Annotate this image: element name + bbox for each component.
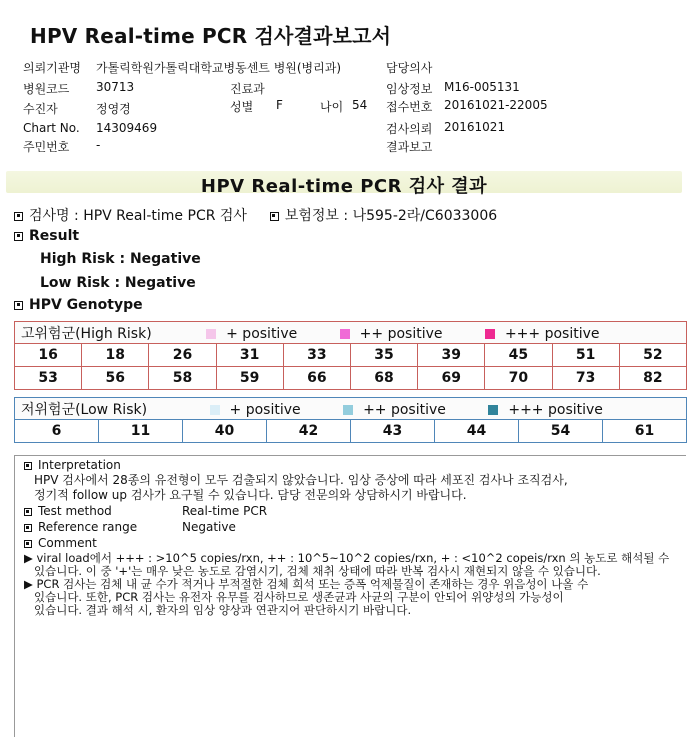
bullet-square-icon [24, 540, 32, 548]
reference-range-value: Negative [182, 520, 236, 534]
swatch-plus3-icon [485, 329, 495, 339]
genotype-cell: 54 [519, 420, 603, 443]
label-doctor: 담당의사 [386, 61, 433, 75]
reference-range-row [24, 520, 137, 535]
reference-range-label: Reference range [38, 520, 138, 534]
legend-low-plus [210, 402, 301, 418]
bullet-square-icon [270, 212, 279, 221]
high-risk-header [15, 322, 687, 344]
label-result-report: 결과보고 [386, 140, 433, 154]
genotype-heading-text: HPV Genotype [29, 297, 143, 313]
legend-plus2-label: ++ positive [359, 325, 443, 342]
genotype-cell: 26 [149, 344, 216, 367]
genotype-cell: 51 [552, 344, 619, 367]
value-requesting-institution: 가톨릭학원가톨릭대학교병동센트 병원(병리과) [96, 61, 342, 75]
test-info-line [14, 205, 497, 225]
comment-label: Comment [38, 536, 97, 550]
genotype-cell: 40 [183, 420, 267, 443]
legend-plus2 [340, 326, 443, 342]
label-chart-no: Chart No. [23, 121, 80, 135]
test-method-label: Test method [38, 504, 112, 518]
swatch-plus2-icon [340, 329, 350, 339]
high-risk-row-2 [15, 367, 687, 390]
genotype-cell: 58 [149, 367, 216, 390]
bullet-square-icon [14, 301, 23, 310]
report-title: HPV Real-time PCR 검사결과보고서 [30, 24, 392, 48]
label-patient: 수진자 [23, 102, 58, 116]
comment-1a: ▶ viral load에서 +++ : >10^5 copies/rxn, ++ : 10^5~10^2 copies/rxn, + : <10^2 copeis/rxn 의 농도로 해석될 수 [24, 551, 670, 565]
legend-low-plus3-label: +++ positive [508, 401, 603, 418]
test-method-row [24, 504, 112, 519]
swatch-low-plus3-icon [488, 405, 498, 415]
result-title: HPV Real-time PCR 검사 결과 [200, 176, 488, 197]
test-name: 검사명 : HPV Real-time PCR 검사 [29, 208, 247, 224]
label-resident-no: 주민번호 [23, 140, 70, 154]
value-patient: 정영경 [96, 102, 131, 116]
value-chart-no: 14309469 [96, 121, 158, 135]
comment-row [24, 536, 97, 551]
genotype-cell: 43 [351, 420, 435, 443]
interpretation-text-2: 정기적 follow up 검사가 요구될 수 있습니다. 담당 전문의와 상담하시기 바랍니다. [34, 488, 467, 502]
genotype-cell: 56 [82, 367, 149, 390]
interpretation-heading-text: Interpretation [38, 458, 121, 472]
genotype-cell: 68 [350, 367, 417, 390]
value-hospital-code: 30713 [96, 80, 135, 94]
legend-plus [206, 326, 297, 342]
label-sex: 성별 [230, 100, 254, 114]
genotype-cell: 52 [619, 344, 686, 367]
genotype-cell: 70 [485, 367, 552, 390]
legend-plus3-label: +++ positive [504, 325, 600, 342]
low-risk-table [14, 397, 687, 443]
low-risk-row [15, 420, 687, 443]
insurance-info: 보험정보 : 나595-2라/C6033006 [284, 208, 498, 224]
bullet-square-icon [24, 462, 32, 470]
value-clinical-info: M16-005131 [444, 80, 520, 94]
genotype-cell: 69 [418, 367, 485, 390]
legend-plus3 [485, 326, 600, 342]
genotype-cell: 61 [603, 420, 687, 443]
genotype-cell: 42 [267, 420, 351, 443]
genotype-cell: 59 [216, 367, 283, 390]
result-heading [14, 228, 79, 244]
label-requesting-institution: 의뢰기관명 [23, 61, 81, 75]
interpretation-text-1: HPV 검사에서 28종의 유전형이 모두 검출되지 않았습니다. 임상 증상에 따라 세포진 검사나 조직검사, [34, 473, 568, 487]
genotype-cell: 45 [485, 344, 552, 367]
label-request-date: 검사의뢰 [386, 122, 433, 136]
label-clinical-info: 임상정보 [386, 82, 433, 96]
genotype-cell: 6 [15, 420, 99, 443]
bullet-square-icon [14, 232, 23, 241]
bullet-square-icon [24, 508, 32, 516]
low-risk-result: Low Risk : Negative [40, 275, 196, 291]
legend-low-plus2 [343, 402, 446, 418]
legend-plus-label: + positive [226, 325, 298, 342]
value-age: 54 [352, 98, 368, 112]
swatch-plus-icon [206, 329, 216, 339]
legend-low-plus2-label: ++ positive [363, 401, 446, 418]
genotype-cell: 39 [418, 344, 485, 367]
low-risk-label: 저위험군(Low Risk) [21, 401, 148, 418]
swatch-low-plus2-icon [343, 405, 353, 415]
label-age: 나이 [320, 100, 344, 114]
value-request-date: 20161021 [444, 120, 506, 134]
high-risk-result: High Risk : Negative [40, 251, 201, 267]
high-risk-label: 고위험군(High Risk) [21, 325, 152, 342]
comment-2c: 있습니다. 결과 해석 시, 환자의 임상 양상과 연관지어 판단하시기 바랍니다. [34, 603, 412, 617]
bullet-square-icon [14, 212, 23, 221]
value-resident-no: - [96, 138, 101, 152]
genotype-cell: 33 [283, 344, 350, 367]
value-sex: F [276, 98, 283, 112]
legend-low-plus-label: + positive [229, 401, 301, 418]
high-risk-row-1 [15, 344, 687, 367]
genotype-cell: 82 [619, 367, 686, 390]
genotype-cell: 31 [216, 344, 283, 367]
value-receipt-no: 20161021-22005 [444, 98, 548, 112]
comment-2b: 있습니다. 또한, PCR 검사는 유전자 유무를 검사하므로 생존균과 사균의 구분이 안되어 위양성의 가능성이 [34, 590, 564, 604]
label-department: 진료과 [230, 82, 265, 96]
genotype-cell: 53 [15, 367, 82, 390]
genotype-cell: 16 [15, 344, 82, 367]
genotype-cell: 11 [99, 420, 183, 443]
genotype-cell: 18 [82, 344, 149, 367]
result-heading-text: Result [29, 228, 80, 244]
legend-low-plus3 [488, 402, 603, 418]
genotype-cell: 35 [350, 344, 417, 367]
low-risk-header [15, 398, 687, 420]
genotype-cell: 66 [283, 367, 350, 390]
high-risk-table [14, 321, 687, 390]
label-hospital-code: 병원코드 [23, 82, 70, 96]
label-receipt-no: 접수번호 [386, 100, 433, 114]
interpretation-heading [24, 458, 121, 473]
comment-2a: ▶ PCR 검사는 검체 내 균 수가 적거나 부적절한 검체 희석 또는 증폭 억제물질이 존재하는 경우 위음성이 나올 수 [24, 577, 589, 591]
swatch-low-plus-icon [210, 405, 220, 415]
comment-1b: 있습니다. 이 중 '+'는 매우 낮은 농도로 감염시기, 검체 채취 상태에 따라 반복 검사시 재현되지 않을 수 있습니다. [34, 564, 601, 578]
bullet-square-icon [24, 524, 32, 532]
genotype-cell: 73 [552, 367, 619, 390]
test-method-value: Real-time PCR [182, 504, 268, 518]
genotype-cell: 44 [435, 420, 519, 443]
genotype-heading [14, 297, 143, 313]
